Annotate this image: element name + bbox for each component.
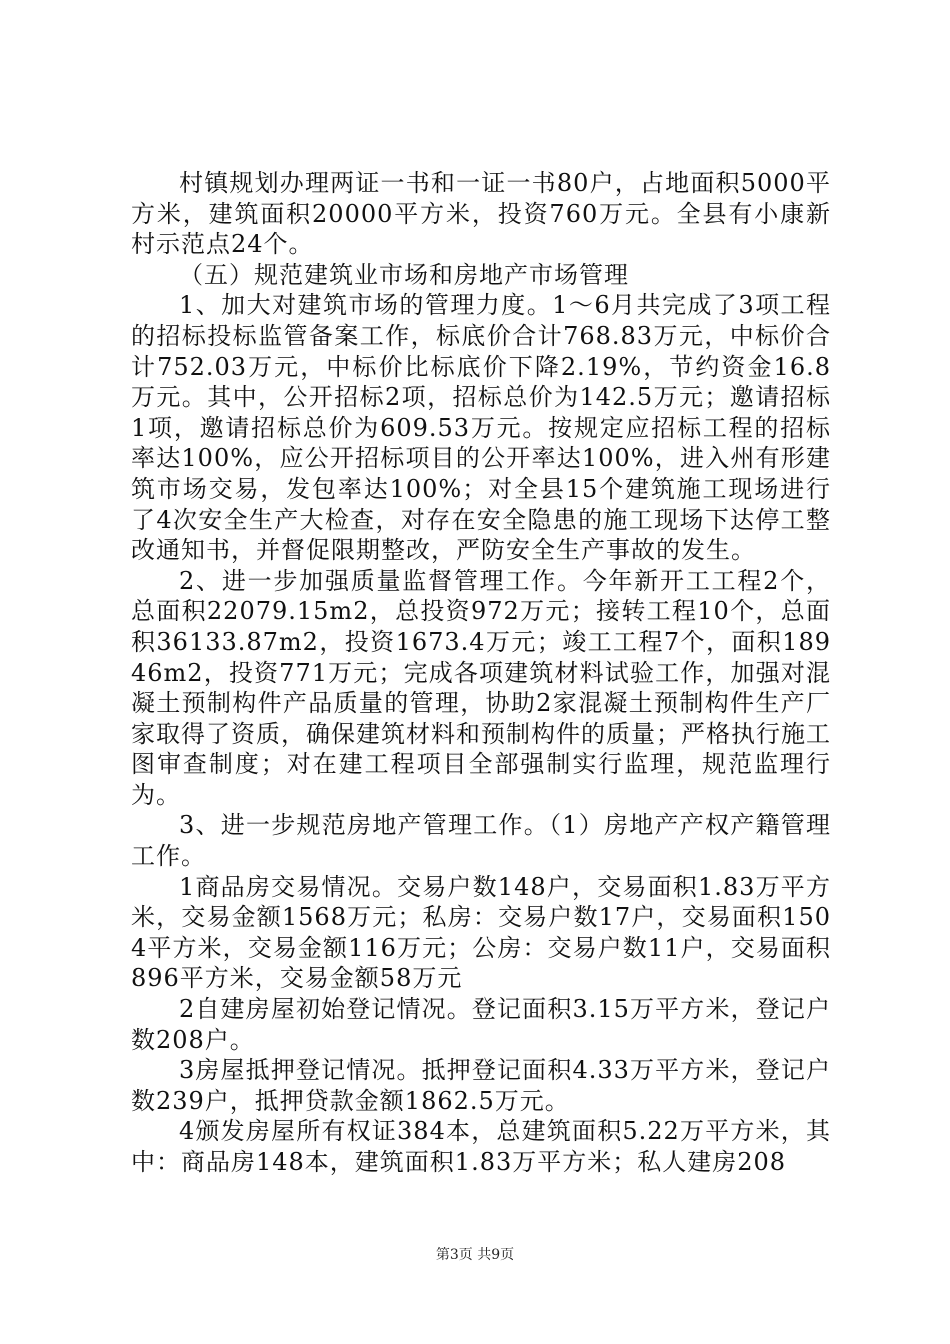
paragraph-construction-market: 1、加大对建筑市场的管理力度。1～6月共完成了3项工程的招标投标监管备案工作，标底价合计768.83万元，中标价合计752.03万元，中标价比标底价下降2.19%，节约资金16.8万元。其中，公开招标2项，招标总价为142.5万元；邀请招标1项，邀请招标总价为609.53万元。按规定应招标工程的招标率达100%，应公开招标项目的公开率达100%，进入州有形建筑市场交易，发包率达100%；对全县15个建筑施工现场进行了4次安全生产大检查，对存在安全隐患的施工现场下达停工整改通知书，并督促限期整改，严防安全生产事故的发生。 [131, 291, 831, 565]
paragraph-commercial-housing: 1商品房交易情况。交易户数148户，交易面积1.83万平方米，交易金额1568万元；私房：交易户数17户，交易面积1504平方米，交易金额116万元；公房：交易户数11户，交易面积896平方米，交易金额58万元 [131, 872, 831, 993]
paragraph-self-built-registration: 2自建房屋初始登记情况。登记面积3.15万平方米，登记户数208户。 [131, 995, 831, 1054]
paragraph-quality-supervision: 2、进一步加强质量监督管理工作。今年新开工工程2个，总面积22079.15m2，总投资972万元；接转工程10个，总面积36133.87m2，投资1673.4万元；竣工工程7个，面积18946m2，投资771万元；完成各项建筑材料试验工作，加强对混凝土预制构件产品质量的管理，协助2家混凝土预制构件生产厂家取得了资质，确保建筑材料和预制构件的质量；严格执行施工图审查制度；对在建工程项目全部强制实行监理，规范监理行为。 [131, 566, 831, 809]
paragraph-ownership-certificates: 4颁发房屋所有权证384本，总建筑面积5.22万平方米，其中：商品房148本，建筑面积1.83万平方米；私人建房208 [131, 1117, 831, 1176]
paragraph-village-planning: 村镇规划办理两证一书和一证一书80户，占地面积5000平方米，建筑面积20000平方米，投资760万元。全县有小康新村示范点24个。 [131, 169, 831, 259]
page-number-footer: 第3页 共9页 [435, 1247, 515, 1263]
paragraph-real-estate-management: 3、进一步规范房地产管理工作。（1）房地产产权产籍管理工作。 [131, 811, 831, 871]
document-body [131, 168, 831, 1178]
paragraph-mortgage-registration: 3房屋抵押登记情况。抵押登记面积4.33万平方米，登记户数239户，抵押贷款金额1862.5万元。 [131, 1056, 831, 1115]
section-heading-market-management: （五）规范建筑业市场和房地产市场管理 [179, 260, 629, 289]
